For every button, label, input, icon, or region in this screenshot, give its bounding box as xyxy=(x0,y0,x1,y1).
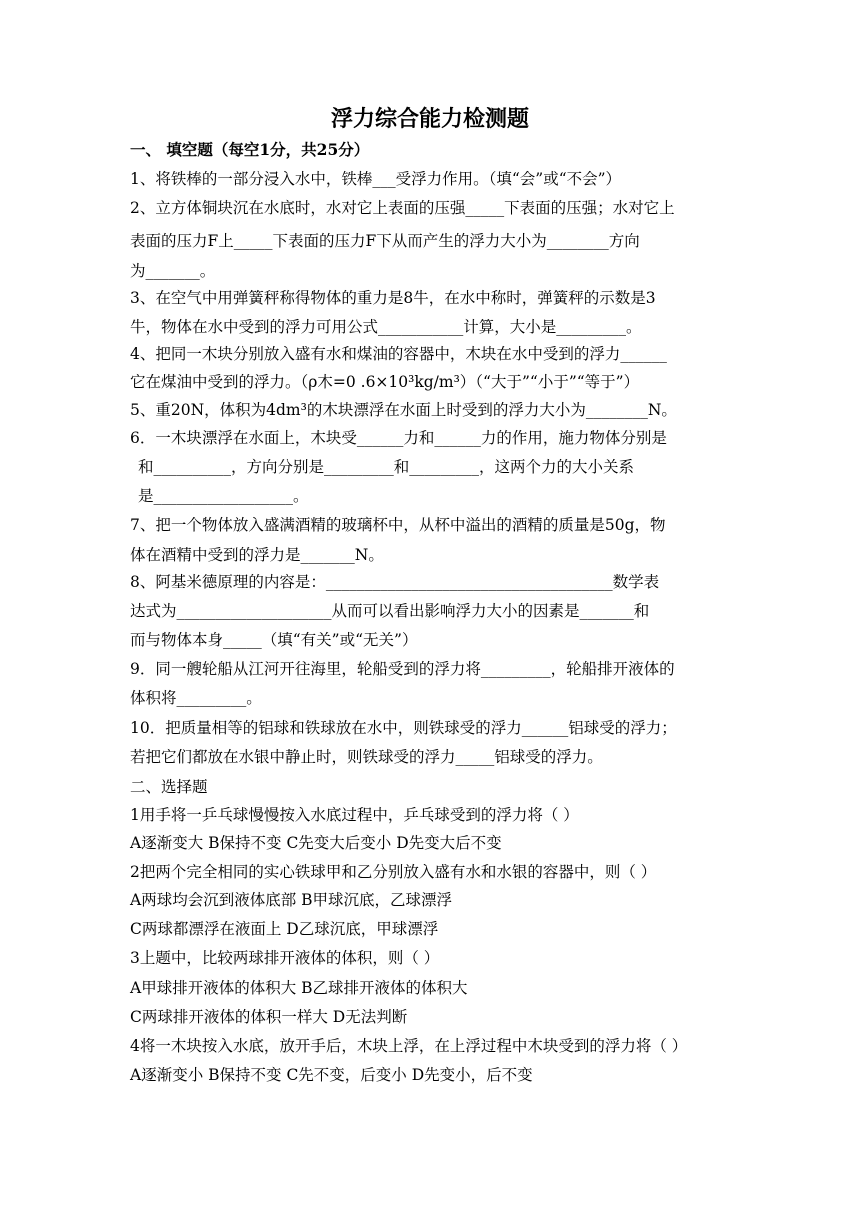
question-line: 和__________，方向分别是_________和_________，这两个力的大小关系 xyxy=(138,458,635,476)
question-line: 5、重20N，体积为4dm³的木块漂浮在水面上时受到的浮力大小为________N。 xyxy=(130,401,677,419)
option-line: C两球都漂浮在液面上 D乙球沉底，甲球漂浮 xyxy=(130,920,439,938)
question-line: 9．同一艘轮船从江河开往海里，轮船受到的浮力将_________，轮船排开液体的 xyxy=(130,660,675,678)
question-line: 4、把同一木块分别放入盛有水和煤油的容器中，木块在水中受到的浮力______ xyxy=(130,345,667,363)
question-line: 体积将_________。 xyxy=(130,689,262,707)
question-line: 3、在空气中用弹簧秤称得物体的重力是8牛，在水中称时，弹簧秤的示数是3 xyxy=(130,289,656,307)
question-line: 为_______。 xyxy=(130,262,216,280)
page-title: 浮力综合能力检测题 xyxy=(330,106,529,132)
question-line: 若把它们都放在水银中静止时，则铁球受的浮力_____铝球受的浮力。 xyxy=(130,748,603,766)
option-line: A逐渐变小 B保持不变 C先不变，后变小 D先变小，后不变 xyxy=(130,1066,533,1084)
question-line: 6．一木块漂浮在水面上，木块受______力和______力的作用，施力物体分别是 xyxy=(130,429,667,447)
question-line: 是__________________。 xyxy=(138,487,309,505)
section-heading-choice: 二、选择题 xyxy=(130,778,208,796)
question-line: 达式为____________________从而可以看出影响浮力大小的因素是_______和 xyxy=(130,602,650,620)
option-line: A两球均会沉到液体底部 B甲球沉底，乙球漂浮 xyxy=(130,891,453,909)
question-line: 牛，物体在水中受到的浮力可用公式___________计算，大小是_________。 xyxy=(130,318,642,336)
question-line: 1、将铁棒的一部分浸入水中，铁棒___受浮力作用。（填“会”或“不会”） xyxy=(130,170,622,188)
option-line: C两球排开液体的体积一样大 D无法判断 xyxy=(130,1008,408,1026)
question-line: 10．把质量相等的铝球和铁球放在水中，则铁球受的浮力______铝球受的浮力； xyxy=(130,719,677,737)
question-line: 3上题中，比较两球排开液体的体积，则（ ） xyxy=(130,949,440,967)
question-line: 2、立方体铜块沉在水底时，水对它上表面的压强_____下表面的压强；水对它上 xyxy=(130,199,675,217)
question-line: 它在煤油中受到的浮力。（ρ木=0 .6×10³kg/m³）（“大于”“小于”“等于”） xyxy=(130,373,640,391)
question-line: 7、把一个物体放入盛满酒精的玻璃杯中，从杯中溢出的酒精的质量是50g，物 xyxy=(130,516,666,534)
option-line: A逐渐变大 B保持不变 C先变大后变小 D先变大后不变 xyxy=(130,834,502,852)
question-line: 1用手将一乒乓球慢慢按入水底过程中，乒乓球受到的浮力将（ ） xyxy=(130,806,579,824)
question-line: 而与物体本身_____（填“有关”或“无关”） xyxy=(130,631,418,649)
section-heading-fill-in: 一、 填空题（每空1分，共25分） xyxy=(130,140,370,159)
option-line: A甲球排开液体的体积大 B乙球排开液体的体积大 xyxy=(130,979,468,997)
question-line: 2把两个完全相同的实心铁球甲和乙分别放入盛有水和水银的容器中，则（ ） xyxy=(130,863,657,881)
question-line: 4将一木块按入水底，放开手后，木块上浮，在上浮过程中木块受到的浮力将（ ） xyxy=(130,1037,688,1055)
question-line: 体在酒精中受到的浮力是_______N。 xyxy=(130,546,384,564)
question-line: 8、阿基米德原理的内容是：_____________________________________数学表 xyxy=(130,573,660,591)
question-line: 表面的压力F上_____下表面的压力F下从而产生的浮力大小为________方向 xyxy=(130,232,640,250)
